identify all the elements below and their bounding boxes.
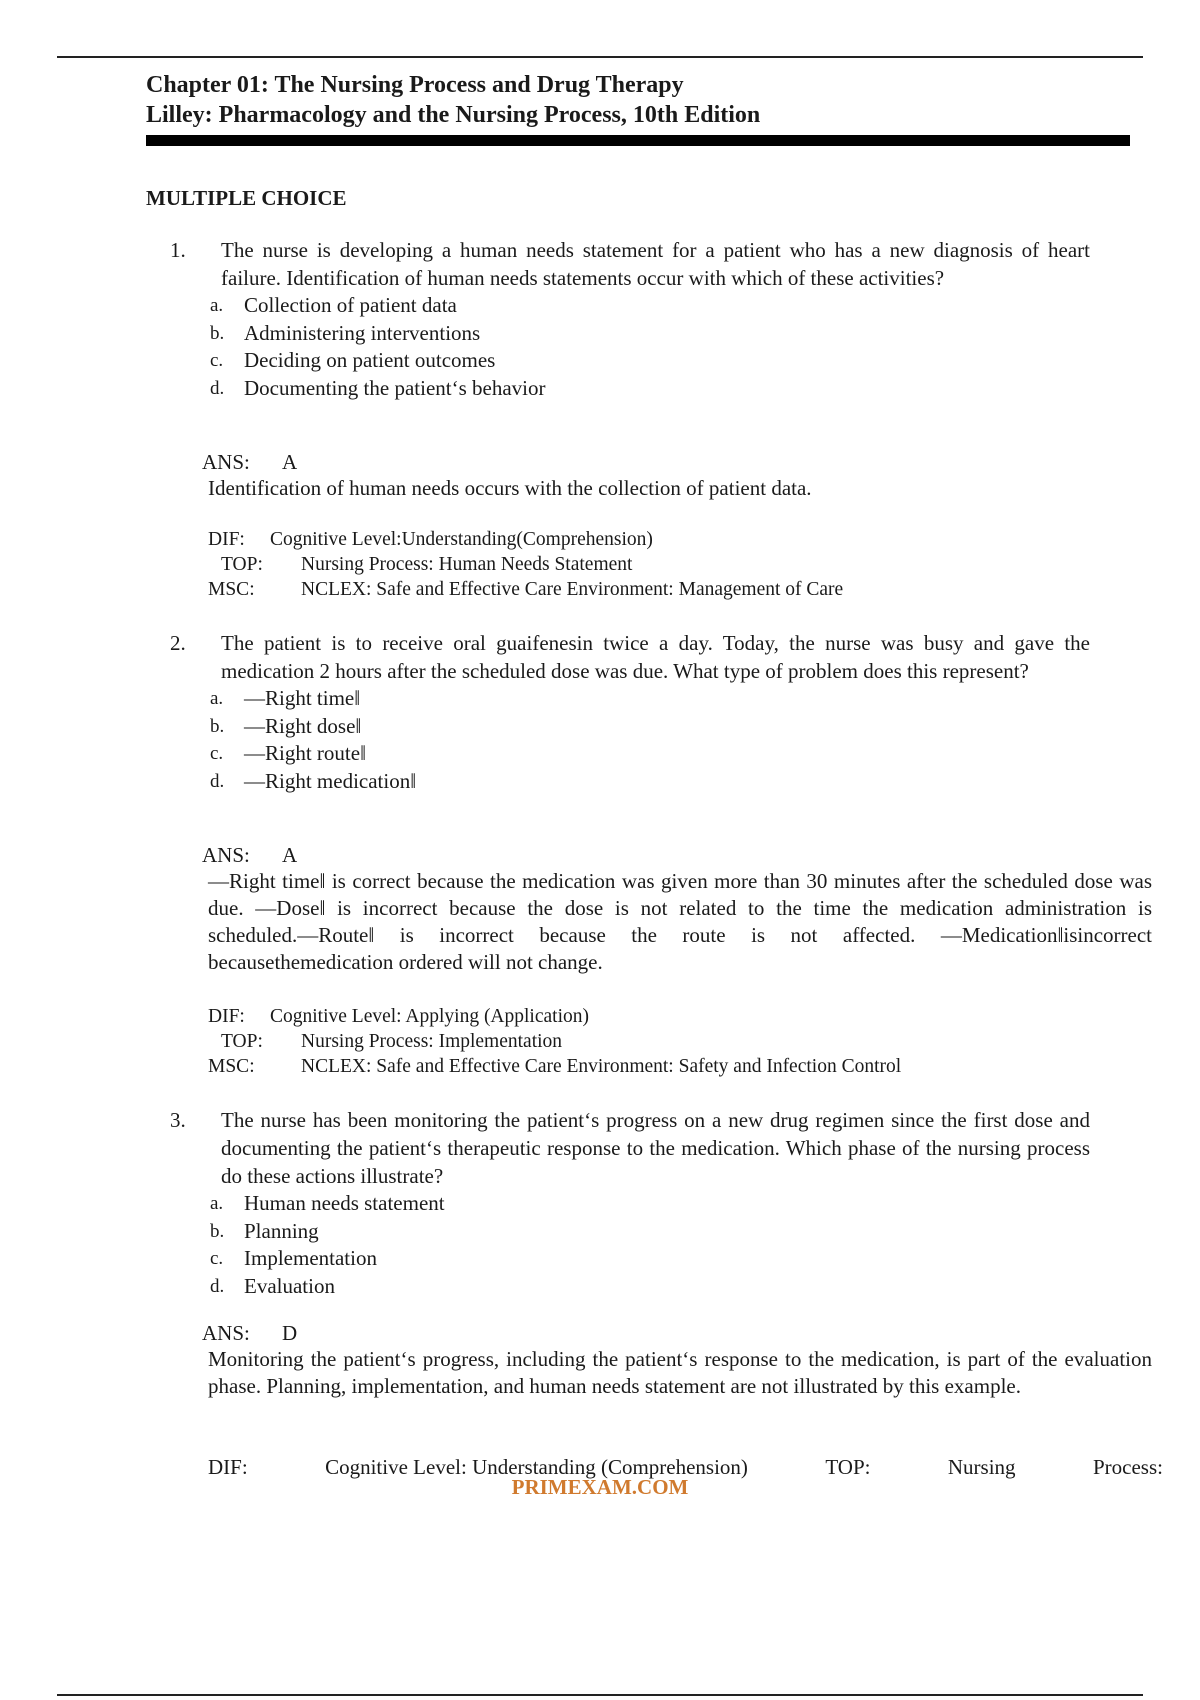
ans-value: A xyxy=(282,450,298,474)
top-rule xyxy=(57,56,1143,58)
option-d: d. ―Right medicationǁ xyxy=(210,768,417,793)
question-text: The patient is to receive oral guaifenesin twice a day. Today, the nurse was busy and gave the medication 2 hours after the scheduled dose was due. What type of problem does this represent? xyxy=(221,631,1090,683)
question-3 xyxy=(170,1106,1090,1300)
book-title: Lilley: Pharmacology and the Nursing Process, 10th Edition xyxy=(146,102,761,128)
ans-label: ANS: xyxy=(202,450,250,474)
ans-value: D xyxy=(282,1321,298,1345)
question-number: 2. xyxy=(170,631,186,655)
bottom-rule xyxy=(57,1694,1143,1696)
options-list xyxy=(170,1190,1090,1300)
chapter-title: Chapter 01: The Nursing Process and Drug Therapy xyxy=(146,72,684,98)
dif-label: DIF: xyxy=(208,1455,248,1479)
top-label: TOP: xyxy=(825,1455,871,1479)
top-value-2: Process: xyxy=(1092,1455,1163,1479)
option-d: d. Documenting the patient‘s behavior xyxy=(210,375,546,400)
document-header xyxy=(146,70,1130,146)
rationale: Monitoring the patient‘s progress, including the patient‘s response to the medication, is part of the evaluation phase. Planning, implementation, and human needs statement are not illustrated by this example. xyxy=(208,1347,1152,1398)
section-title: MULTIPLE CHOICE xyxy=(146,186,347,210)
question-number: 3. xyxy=(170,1108,186,1132)
options-list xyxy=(170,685,1090,795)
top-value: Nursing xyxy=(947,1455,1016,1479)
top-row: TOP: Nursing Process: Implementation xyxy=(221,1031,563,1052)
option-d: d. Evaluation xyxy=(210,1273,335,1298)
ans-label: ANS: xyxy=(202,1321,250,1345)
dif-row: DIF: Cognitive Level:Understanding(Comprehension) xyxy=(208,529,653,550)
question-meta xyxy=(208,1004,1158,1079)
watermark-text: PRIMEXAM.COM xyxy=(511,1475,689,1499)
question-stem xyxy=(170,236,1090,292)
question-meta xyxy=(208,527,1158,602)
msc-row: MSC: NCLEX: Safe and Effective Care Environment: Management of Care xyxy=(208,579,844,600)
option-b: b. ―Right doseǁ xyxy=(210,713,362,738)
question-number: 1. xyxy=(170,238,186,262)
answer-line xyxy=(202,842,1152,869)
question-stem xyxy=(170,629,1090,685)
option-a: a. ―Right timeǁ xyxy=(210,686,361,710)
option-a: a. Collection of patient data xyxy=(210,293,457,317)
question-2 xyxy=(170,629,1090,795)
question-stem xyxy=(170,1106,1090,1190)
options-list xyxy=(170,292,1090,402)
msc-row: MSC: NCLEX: Safe and Effective Care Environment: Safety and Infection Control xyxy=(208,1056,902,1077)
top-row: TOP: Nursing Process: Human Needs Statement xyxy=(221,554,633,575)
dif-value: Cognitive Level: Understanding (Comprehension) xyxy=(325,1455,748,1479)
option-c: c. ―Right routeǁ xyxy=(210,741,366,765)
dif-row: DIF: Cognitive Level: Applying (Application) xyxy=(208,1006,589,1027)
answer-line xyxy=(202,449,1152,476)
ans-value: A xyxy=(282,843,298,867)
option-a: a. Human needs statement xyxy=(210,1191,445,1215)
question-text: The nurse has been monitoring the patient‘s progress on a new drug regimen since the first dose and documenting the patient‘s therapeutic response to the medication. Which phase of the nursing process do these actions illustrate? xyxy=(221,1108,1090,1188)
option-b: b. Administering interventions xyxy=(210,320,481,345)
question-1 xyxy=(170,236,1090,402)
option-b: b. Planning xyxy=(210,1218,319,1243)
rationale: ―Right timeǁ is correct because the medication was given more than 30 minutes after the scheduled dose was due. ―Doseǁ is incorrect because the dose is not related to the time the medication administration is scheduled.―Routeǁ is incorrect because the route is not affected. ―Medicationǁisincorrect becausethemedication ordered will not change. xyxy=(208,869,1152,974)
answer-line xyxy=(202,1320,1152,1347)
header-thick-rule xyxy=(146,135,1130,146)
option-c: c. Implementation xyxy=(210,1246,377,1270)
rationale: Identification of human needs occurs with the collection of patient data. xyxy=(208,476,812,500)
question-text: The nurse is developing a human needs statement for a patient who has a new diagnosis of heart failure. Identification of human needs statements occur with which of these activities? xyxy=(221,238,1090,290)
option-c: c. Deciding on patient outcomes xyxy=(210,348,496,372)
ans-label: ANS: xyxy=(202,843,250,867)
